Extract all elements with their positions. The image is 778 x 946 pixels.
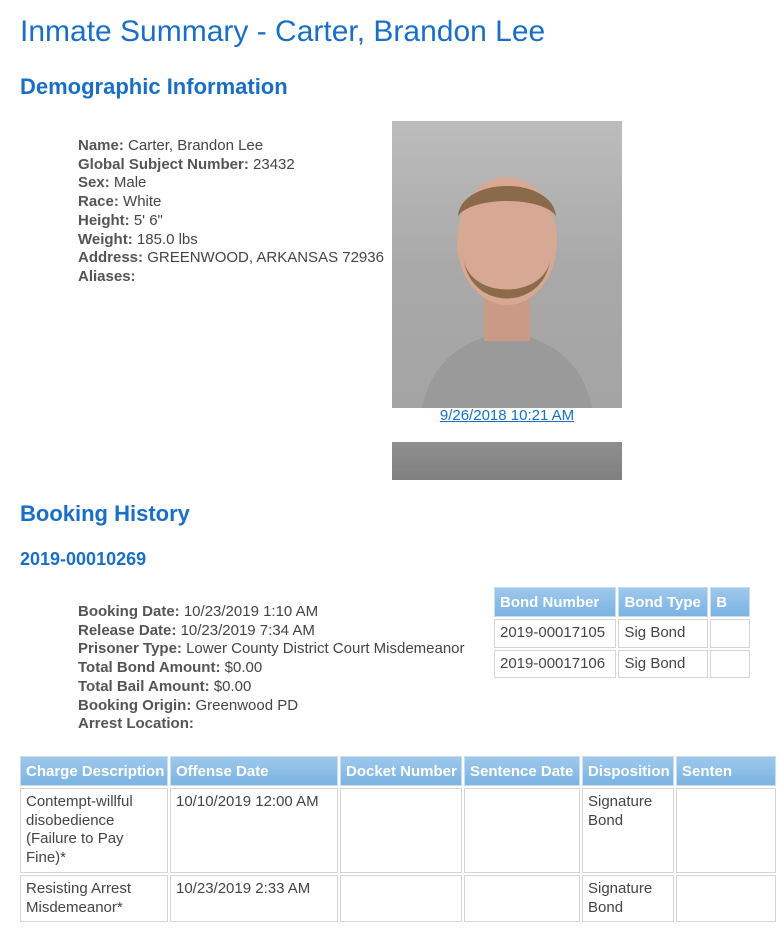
booking-info <box>78 603 465 734</box>
bond-number-cell: 2019-00017106 <box>494 650 616 679</box>
demographic-row-sex: Sex: Male <box>78 174 147 192</box>
charge-table <box>18 754 778 924</box>
page-title: Inmate Summary - Carter, Brandon Lee <box>20 15 546 48</box>
bond-col-type[interactable]: Bond Type <box>618 587 708 617</box>
charge-table-wrapper <box>18 754 733 924</box>
demographic-row-name: Name: Carter, Brandon Lee <box>78 137 264 154</box>
table-row <box>20 788 776 873</box>
disposition-cell: Signature Bond <box>582 875 674 922</box>
sentence-cell <box>676 875 776 922</box>
sentence-cell <box>676 788 776 873</box>
bond-b-cell <box>710 619 750 648</box>
booking-row-date: Booking Date: 10/23/2019 1:10 AM <box>78 603 319 620</box>
charge-description-cell: Resisting Arrest Misdemeanor* <box>20 875 168 922</box>
inmate-photo-secondary[interactable] <box>392 442 622 480</box>
demographic-row-gsn: Global Subject Number: 23432 <box>78 155 295 173</box>
docket-number-cell <box>340 875 462 922</box>
bond-col-number[interactable]: Bond Number <box>494 587 616 617</box>
booking-row-prisoner-type: Prisoner Type: Lower County District Court Misdemeanor <box>78 640 465 658</box>
charge-col-description[interactable]: Charge Description <box>20 756 168 786</box>
demographic-row-aliases: Aliases: <box>78 267 136 285</box>
bond-b-cell <box>710 650 750 679</box>
demographic-row-race: Race: White <box>78 193 162 211</box>
charge-col-sentence[interactable]: Senten <box>676 756 776 786</box>
bond-type-cell: Sig Bond <box>618 619 708 648</box>
docket-number-cell <box>340 788 462 873</box>
booking-row-release: Release Date: 10/23/2019 7:34 AM <box>78 621 315 639</box>
charge-table-header <box>20 756 776 786</box>
bond-number-cell: 2019-00017105 <box>494 619 616 648</box>
demographic-row-weight: Weight: 185.0 lbs <box>78 230 198 248</box>
booking-history-heading: Booking History <box>20 501 190 526</box>
inmate-photo[interactable] <box>392 121 622 408</box>
demographic-row-address: Address: GREENWOOD, ARKANSAS 72936 <box>78 249 384 267</box>
booking-row-arrest-location: Arrest Location: <box>78 715 194 733</box>
charge-description-cell: Contempt-willful disobedience (Failure to Pay Fine)* <box>20 788 168 873</box>
charge-col-docket[interactable]: Docket Number <box>340 756 462 786</box>
booking-number: 2019-00010269 <box>20 549 147 569</box>
table-row <box>494 650 750 679</box>
sentence-date-cell <box>464 875 580 922</box>
table-row <box>494 619 750 648</box>
bond-table-header <box>494 587 750 617</box>
booking-row-bond-amount: Total Bond Amount: $0.00 <box>78 659 263 677</box>
charge-col-disposition[interactable]: Disposition <box>582 756 674 786</box>
booking-row-bail-amount: Total Bail Amount: $0.00 <box>78 677 252 695</box>
bond-col-b[interactable]: B <box>710 587 750 617</box>
charge-col-sentence-date[interactable]: Sentence Date <box>464 756 580 786</box>
photo-date-link[interactable]: 9/26/2018 10:21 AM <box>439 407 575 424</box>
sentence-date-cell <box>464 788 580 873</box>
bond-table-wrapper <box>492 585 728 680</box>
bond-type-cell: Sig Bond <box>618 650 708 679</box>
disposition-cell: Signature Bond <box>582 788 674 873</box>
bond-table <box>492 585 752 680</box>
charge-col-offense-date[interactable]: Offense Date <box>170 756 338 786</box>
offense-date-cell: 10/23/2019 2:33 AM <box>170 875 338 922</box>
demographic-heading: Demographic Information <box>20 74 288 99</box>
demographic-info <box>78 137 384 287</box>
table-row <box>20 875 776 922</box>
person-silhouette-icon <box>392 121 622 408</box>
offense-date-cell: 10/10/2019 12:00 AM <box>170 788 338 873</box>
demographic-row-height: Height: 5' 6" <box>78 211 163 229</box>
booking-row-origin: Booking Origin: Greenwood PD <box>78 696 299 714</box>
